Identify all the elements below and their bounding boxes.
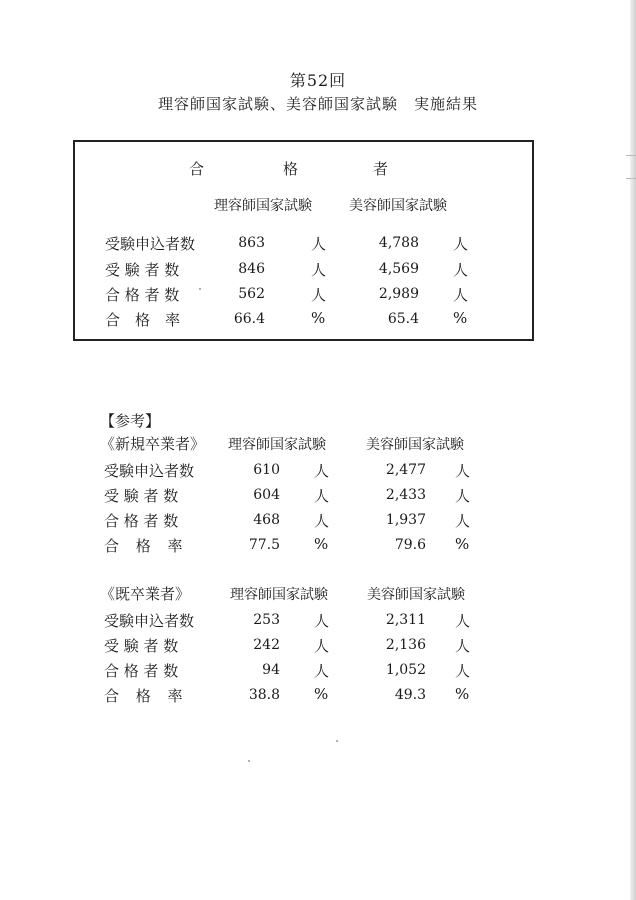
beauty-unit: 人 <box>453 235 469 253</box>
edge-mark <box>626 155 636 156</box>
barber-unit: 人 <box>314 637 330 655</box>
prev-grad-title: 《既卒業者》 <box>100 585 191 603</box>
beauty-value: 79.6 <box>394 537 426 553</box>
beauty-value: 2,477 <box>385 462 426 478</box>
beauty-unit: % <box>455 685 470 703</box>
box-header-char: 格 <box>283 160 299 178</box>
row-label: 合 格 者 数 <box>104 662 179 680</box>
barber-value: 846 <box>238 261 265 277</box>
row-label: 合 格 率 <box>104 537 189 555</box>
barber-value: 66.4 <box>233 311 265 327</box>
page-edge <box>630 0 636 900</box>
beauty-unit: 人 <box>455 662 471 680</box>
scan-speck <box>248 760 250 762</box>
new-grad-col-barber: 理容師国家試験 <box>228 437 326 453</box>
row-label: 受験申込者数 <box>105 235 196 253</box>
beauty-unit: 人 <box>453 261 469 279</box>
page-subtitle: 理容師国家試験、美容師国家試験 実施結果 <box>157 95 478 113</box>
barber-value: 604 <box>253 487 280 503</box>
barber-unit: % <box>314 535 329 553</box>
scan-speck <box>199 288 201 290</box>
scan-speck <box>336 740 338 742</box>
barber-value: 38.8 <box>248 687 280 703</box>
beauty-value: 49.3 <box>394 687 426 703</box>
edge-mark <box>626 178 636 179</box>
barber-unit: 人 <box>314 487 330 505</box>
beauty-value: 1,937 <box>385 512 426 528</box>
new-grad-title: 《新規卒業者》 <box>100 435 206 453</box>
beauty-unit: % <box>455 535 470 553</box>
beauty-value: 4,569 <box>378 261 419 277</box>
row-label: 受験申込者数 <box>104 612 195 630</box>
barber-unit: 人 <box>311 261 327 279</box>
prev-grad-col-barber: 理容師国家試験 <box>230 587 328 603</box>
beauty-value: 1,052 <box>385 662 426 678</box>
barber-value: 562 <box>238 286 265 302</box>
beauty-value: 65.4 <box>387 311 419 327</box>
barber-unit: 人 <box>314 662 330 680</box>
barber-unit: 人 <box>314 512 330 530</box>
row-label: 合 格 者 数 <box>105 286 180 304</box>
beauty-value: 2,989 <box>378 286 419 302</box>
beauty-unit: 人 <box>455 462 471 480</box>
beauty-unit: 人 <box>455 512 471 530</box>
barber-value: 863 <box>238 235 265 251</box>
row-label: 受 験 者 数 <box>104 487 179 505</box>
barber-unit: 人 <box>314 612 330 630</box>
beauty-unit: 人 <box>453 286 469 304</box>
barber-value: 610 <box>253 462 280 478</box>
beauty-unit: 人 <box>455 612 471 630</box>
beauty-unit: 人 <box>455 487 471 505</box>
beauty-value: 2,136 <box>385 637 426 653</box>
row-label: 合 格 者 数 <box>104 512 179 530</box>
row-label: 受 験 者 数 <box>104 637 179 655</box>
beauty-unit: % <box>453 309 468 327</box>
barber-unit: % <box>311 309 326 327</box>
results-box <box>73 140 534 341</box>
prev-grad-col-beauty: 美容師国家試験 <box>367 587 465 603</box>
beauty-unit: 人 <box>455 637 471 655</box>
col-header-beauty: 美容師国家試験 <box>349 198 447 214</box>
box-header-char: 者 <box>373 160 389 178</box>
barber-unit: 人 <box>311 235 327 253</box>
box-header-char: 合 <box>189 160 205 178</box>
page-title: 第52回 <box>289 71 347 90</box>
barber-value: 94 <box>262 662 280 678</box>
reference-heading: 【参考】 <box>100 412 161 430</box>
col-header-barber: 理容師国家試験 <box>214 198 312 214</box>
barber-value: 468 <box>253 512 280 528</box>
barber-value: 253 <box>253 612 280 628</box>
row-label: 合 格 率 <box>105 311 181 329</box>
beauty-value: 4,788 <box>378 235 419 251</box>
row-label: 合 格 率 <box>104 687 189 705</box>
barber-unit: 人 <box>314 462 330 480</box>
row-label: 受 験 者 数 <box>105 261 180 279</box>
row-label: 受験申込者数 <box>104 462 195 480</box>
new-grad-col-beauty: 美容師国家試験 <box>366 437 464 453</box>
beauty-value: 2,433 <box>385 487 426 503</box>
barber-value: 77.5 <box>248 537 280 553</box>
barber-unit: % <box>314 685 329 703</box>
barber-unit: 人 <box>311 286 327 304</box>
beauty-value: 2,311 <box>385 612 426 628</box>
barber-value: 242 <box>253 637 280 653</box>
